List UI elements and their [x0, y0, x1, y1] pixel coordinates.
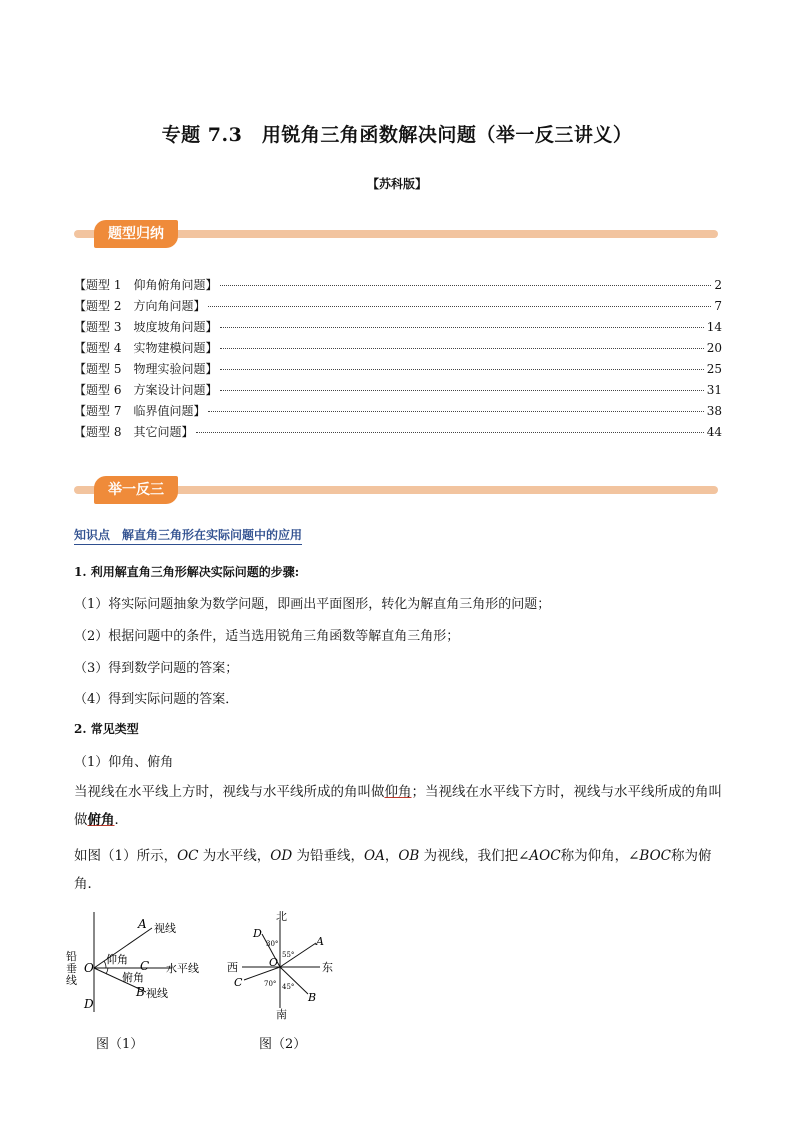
toc-page: 38	[706, 404, 722, 418]
label-south: 南	[276, 1008, 287, 1021]
point-c: C	[234, 976, 243, 989]
toc-page: 14	[706, 320, 722, 334]
depression-arc	[106, 968, 108, 974]
toc-leader	[208, 411, 703, 412]
point-d: D	[84, 997, 94, 1011]
vertical-label-char: 线	[66, 974, 77, 987]
toc-item[interactable]	[74, 402, 722, 423]
toc-label: 【题型 3 坡度坡角问题】	[74, 320, 218, 334]
toc-item[interactable]	[74, 339, 722, 360]
text-run: ；当视线在水平线下方时，视线与水平线所成的角叫做	[74, 784, 722, 828]
toc-label: 【题型 4 实物建模问题】	[74, 341, 218, 355]
point-a: A	[138, 917, 147, 931]
toc-label: 【题型 2 方向角问题】	[74, 299, 206, 313]
toc-leader	[220, 390, 703, 391]
toc-item[interactable]	[74, 423, 722, 444]
toc-leader	[220, 348, 703, 349]
figure-1-caption: 图（1）	[96, 1037, 144, 1052]
figure-explanation	[74, 842, 722, 898]
math-var: ∠BOC	[628, 848, 671, 864]
angle-label-nd: 30°	[266, 940, 279, 948]
math-var: OB	[398, 848, 420, 864]
step-item: （1）将实际问题抽象为数学问题，即画出平面图形，转化为解直角三角形的问题；	[74, 597, 551, 612]
section-heading-steps: 1. 利用解直角三角形解决实际问题的步骤:	[74, 565, 300, 579]
math-var: ∠AOC	[518, 848, 561, 864]
definition-paragraph	[74, 778, 722, 834]
angle-label-na: 55°	[282, 951, 295, 959]
vertical-label-char: 垂	[66, 962, 77, 975]
toc-label: 【题型 6 方案设计问题】	[74, 383, 218, 397]
point-b: B	[308, 991, 317, 1004]
text-run: ．	[114, 812, 128, 828]
toc-leader	[220, 369, 703, 370]
toc-page: 44	[706, 425, 722, 439]
type-heading: （1）仰角、俯角	[74, 755, 174, 770]
toc-page: 31	[706, 383, 722, 397]
point-o: O	[84, 961, 94, 975]
math-var: OC	[177, 848, 199, 864]
label-west: 西	[227, 961, 238, 974]
point-b: B	[136, 985, 145, 999]
text-run: 称为俯角．	[74, 848, 712, 892]
term-depression: 俯角	[87, 812, 115, 828]
toc-page: 7	[714, 299, 722, 313]
point-d: D	[253, 927, 262, 940]
sight-label-a: 视线	[154, 922, 176, 935]
point-a: A	[316, 935, 324, 948]
text-run: 为视线，我们把	[419, 848, 519, 864]
text-run: 称为仰角，	[560, 848, 629, 864]
step-item: （4）得到实际问题的答案．	[74, 692, 239, 707]
toc-page: 20	[706, 341, 722, 355]
toc-leader	[208, 306, 711, 307]
text-run: 当视线在水平线上方时，视线与水平线所成的角叫做	[74, 784, 385, 800]
toc-page: 2	[714, 278, 722, 292]
figure-1-diagram	[66, 910, 216, 1020]
page-title: 专题 7.3 用锐角三角函数解决问题（举一反三讲义）	[161, 124, 633, 146]
point-c: C	[140, 959, 150, 973]
angle-label-cs: 70°	[264, 980, 277, 988]
toc-leader	[220, 327, 703, 328]
elevation-label: 仰角	[106, 953, 128, 966]
toc-item[interactable]	[74, 297, 722, 318]
toc-item[interactable]	[74, 381, 722, 402]
section-heading-types: 2. 常见类型	[74, 722, 139, 736]
toc-label: 【题型 8 其它问题】	[74, 425, 194, 439]
figure-2-caption: 图（2）	[259, 1037, 307, 1052]
depression-label: 俯角	[122, 971, 144, 984]
label-north: 北	[276, 910, 287, 923]
text-run: 如图（1）所示，	[74, 848, 178, 864]
math-var: OD	[270, 848, 293, 864]
vertical-label-char: 铅	[66, 950, 77, 963]
banner-tag-summary: 题型归纳	[94, 220, 178, 248]
term-elevation: 仰角	[384, 784, 412, 800]
toc-label: 【题型 1 仰角俯角问题】	[74, 278, 218, 292]
text-run: 为铅垂线，	[292, 848, 364, 864]
angle-label-sb: 45°	[282, 983, 295, 991]
math-var: OA	[364, 848, 385, 864]
label-east: 东	[322, 961, 333, 974]
sight-label-b: 视线	[146, 987, 168, 1000]
toc-label: 【题型 5 物理实验问题】	[74, 362, 218, 376]
horizontal-label: 水平线	[166, 962, 199, 975]
toc-page: 25	[706, 362, 722, 376]
toc-leader	[220, 285, 711, 286]
banner-tag-examples: 举一反三	[94, 476, 178, 504]
text-run: 为水平线，	[198, 848, 271, 864]
examples-banner	[74, 476, 718, 504]
toc-item[interactable]	[74, 276, 722, 297]
toc-label: 【题型 7 临界值问题】	[74, 404, 206, 418]
toc-item[interactable]	[74, 360, 722, 381]
step-item: （2）根据问题中的条件，适当选用锐角三角函数等解直角三角形；	[74, 629, 460, 644]
step-item: （3）得到数学问题的答案；	[74, 661, 239, 676]
summary-banner	[74, 220, 718, 248]
table-of-contents	[74, 276, 722, 444]
toc-item[interactable]	[74, 318, 722, 339]
text-run: ，	[384, 848, 399, 864]
figure-2-diagram	[224, 910, 344, 1025]
toc-leader	[196, 432, 703, 433]
edition-label: 【苏科版】	[366, 177, 427, 191]
knowledge-point-heading: 知识点 解直角三角形在实际问题中的应用	[74, 526, 302, 545]
point-o: O	[269, 956, 279, 969]
